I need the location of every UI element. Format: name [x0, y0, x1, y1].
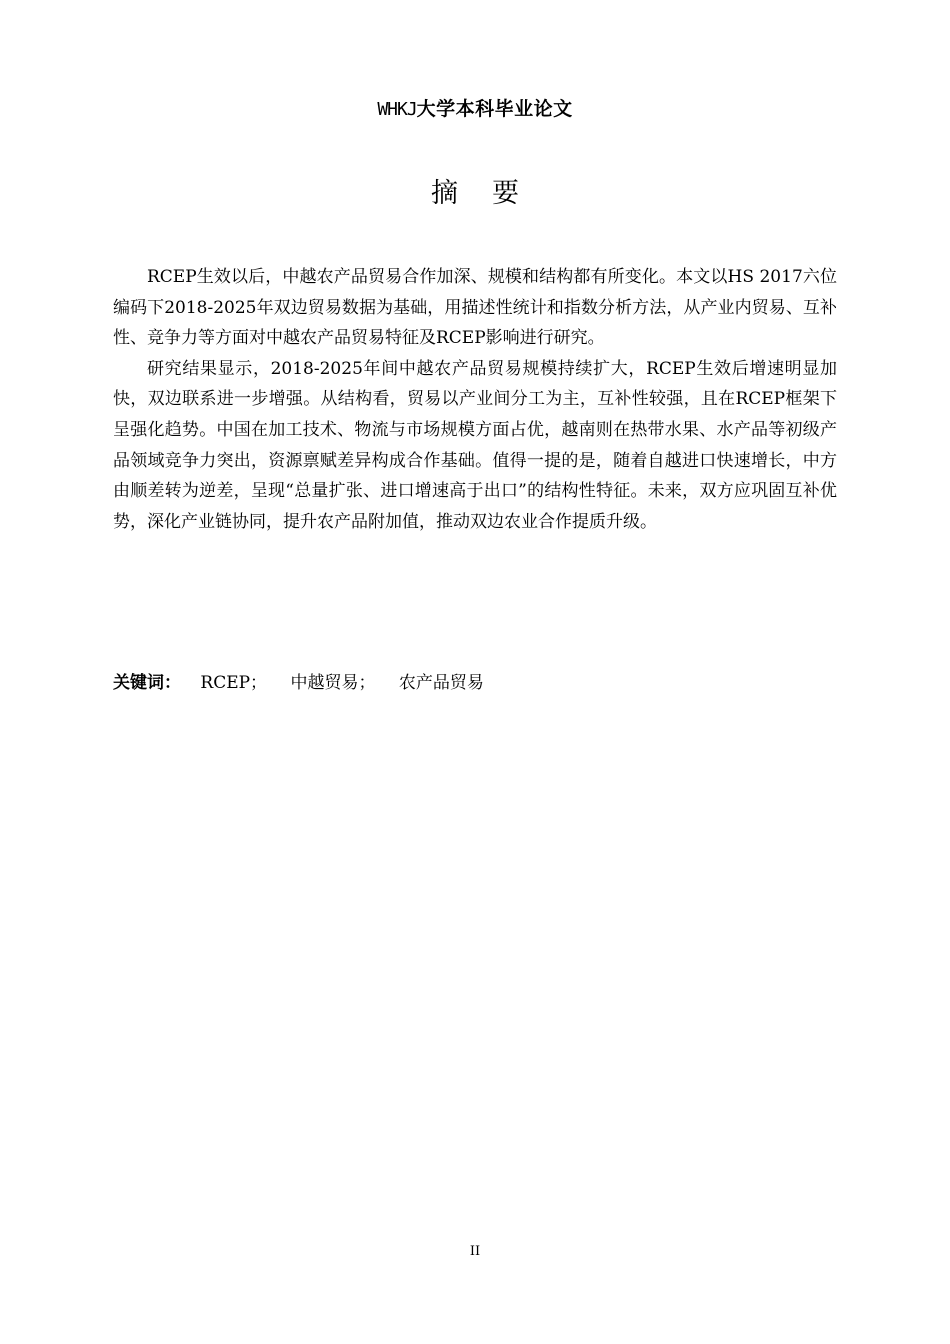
abstract-paragraph-2: 研究结果显示，2018-2025年间中越农产品贸易规模持续扩大，RCEP生效后增速明显加快，双边联系进一步增强。从结构看，贸易以产业间分工为主，互补性较强，且在RCEP框架下呈强化趋势。中国在加工技术、物流与市场规模方面占优，越南则在热带水果、水产品等初级产品领域竞争力突出，资源禀赋差异构成合作基础。值得一提的是，随着自越进口快速增长，中方由顺差转为逆差，呈现“总量扩张、进口增速高于出口”的结构性特征。未来，双方应巩固互补优势，深化产业链协同，提升农产品附加值，推动双边农业合作提质升级。: [113, 358, 837, 532]
keywords-label: 关键词：: [113, 673, 181, 693]
keyword-item: 中越贸易；: [290, 673, 376, 693]
keyword-item: 农产品贸易: [398, 673, 484, 693]
thesis-type-label: 大学本科毕业论文: [416, 98, 573, 120]
page-header: [0, 96, 950, 123]
keyword-item: RCEP；: [200, 673, 268, 693]
page-number: II: [469, 1244, 481, 1259]
university-abbreviation: WHKJ: [377, 99, 417, 120]
keywords-line: [113, 669, 837, 697]
abstract-title: 摘要: [431, 178, 553, 209]
abstract-body: [113, 262, 837, 537]
abstract-paragraph-1: RCEP生效以后，中越农产品贸易合作加深、规模和结构都有所变化。本文以HS 2017六位编码下2018-2025年双边贸易数据为基础，用描述性统计和指数分析方法，从产业内贸易、互补性、竞争力等方面对中越农产品贸易特征及RCEP影响进行研究。: [113, 267, 837, 349]
